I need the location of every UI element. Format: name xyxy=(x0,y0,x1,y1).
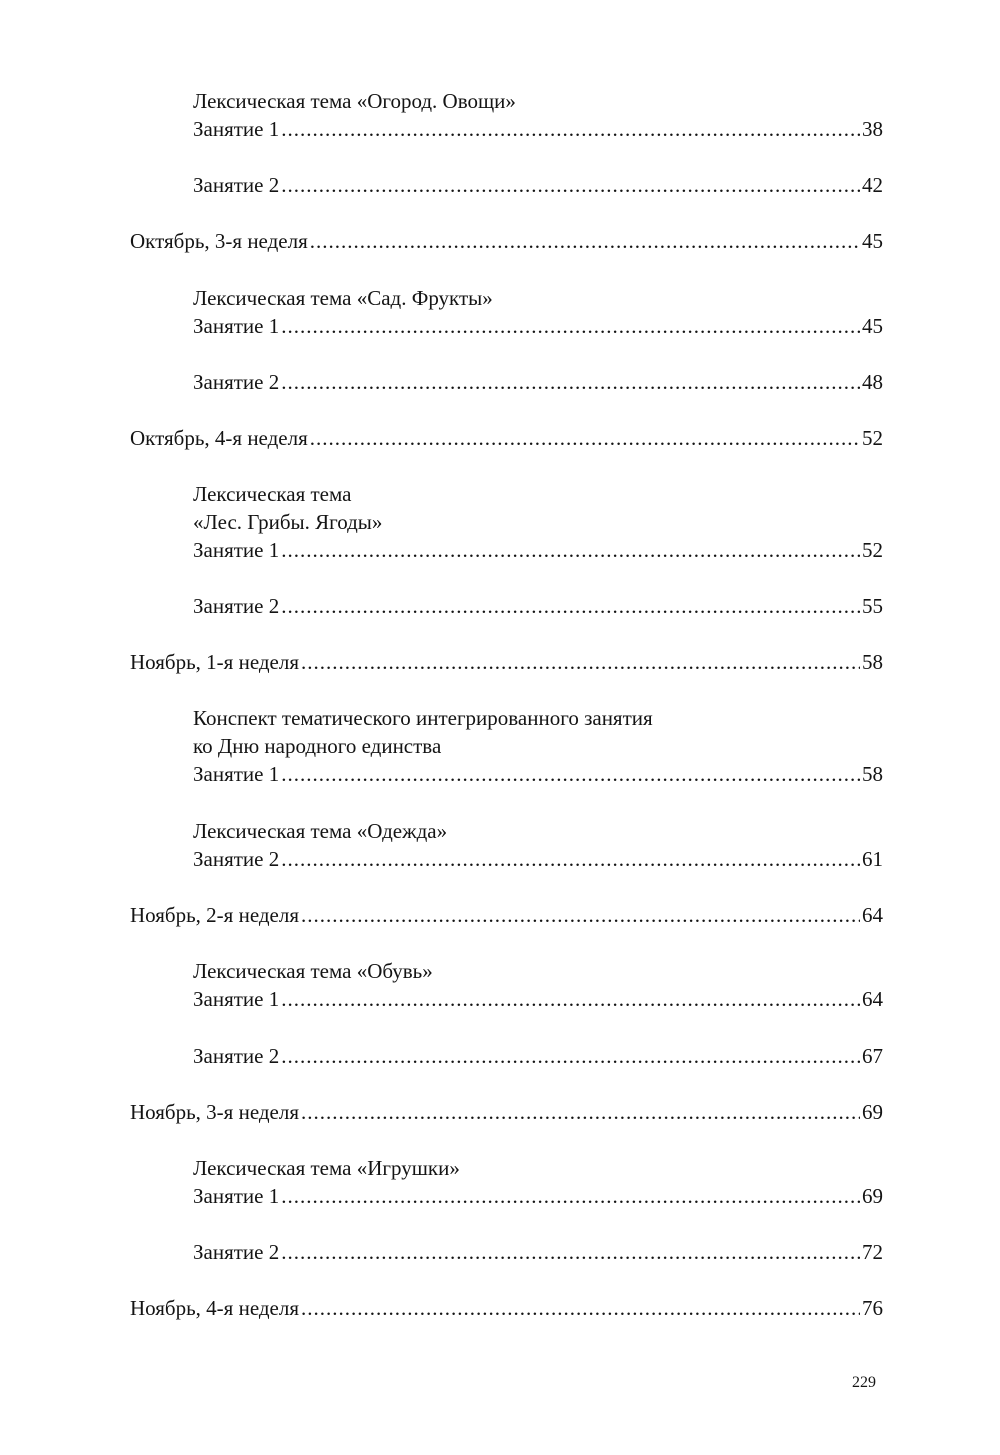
toc-entry-page: 67 xyxy=(862,1044,883,1068)
toc-entry-week[interactable] xyxy=(130,226,883,256)
toc-theme-heading: Лексическая тема «Обувь» xyxy=(193,959,433,983)
dot-leader xyxy=(301,1293,860,1323)
dot-leader xyxy=(281,1181,860,1211)
toc-entry-page: 61 xyxy=(862,847,883,871)
dot-leader xyxy=(281,844,860,874)
toc-theme-heading: Конспект тематического интегрированного занятия xyxy=(193,706,653,730)
toc-entry-lesson[interactable] xyxy=(193,535,883,565)
toc-entry-week[interactable] xyxy=(130,423,883,453)
toc-entry-page: 64 xyxy=(862,903,883,927)
toc-entry-label: Занятие 1 xyxy=(193,538,280,562)
toc-entry-week[interactable] xyxy=(130,647,883,677)
toc-theme-heading: ко Дню народного единства xyxy=(193,734,442,758)
toc-entry-lesson[interactable] xyxy=(193,114,883,144)
toc-entry-page: 55 xyxy=(862,594,883,618)
dot-leader xyxy=(281,311,860,341)
toc-entry-page: 52 xyxy=(862,426,883,450)
dot-leader xyxy=(281,1237,860,1267)
toc-entry-label: Ноябрь, 4-я неделя xyxy=(130,1296,300,1320)
toc-entry-page: 69 xyxy=(862,1100,883,1124)
dot-leader xyxy=(281,535,860,565)
toc-entry-page: 38 xyxy=(862,117,883,141)
toc-entry-label: Занятие 1 xyxy=(193,314,280,338)
dot-leader xyxy=(310,423,860,453)
toc-entry-lesson[interactable] xyxy=(193,1181,883,1211)
toc-entry-label: Занятие 2 xyxy=(193,370,280,394)
toc-entry-page: 52 xyxy=(862,538,883,562)
toc-entry-page: 64 xyxy=(862,987,883,1011)
toc-entry-label: Занятие 2 xyxy=(193,1044,280,1068)
toc-entry-page: 45 xyxy=(862,314,883,338)
dot-leader xyxy=(301,1097,860,1127)
toc-theme-heading: «Лес. Грибы. Ягоды» xyxy=(193,510,383,534)
toc-entry-lesson[interactable] xyxy=(193,367,883,397)
toc-entry-lesson[interactable] xyxy=(193,591,883,621)
toc-entry-label: Октябрь, 4-я неделя xyxy=(130,426,308,450)
toc-entry-page: 69 xyxy=(862,1184,883,1208)
toc-entry-lesson[interactable] xyxy=(193,170,883,200)
toc-theme-heading: Лексическая тема «Одежда» xyxy=(193,819,448,843)
toc-entry-page: 76 xyxy=(862,1296,883,1320)
dot-leader xyxy=(281,170,860,200)
dot-leader xyxy=(281,367,860,397)
toc-theme-heading: Лексическая тема «Огород. Овощи» xyxy=(193,89,516,113)
dot-leader xyxy=(281,984,860,1014)
toc-entry-label: Занятие 1 xyxy=(193,762,280,786)
page-number: 229 xyxy=(852,1374,876,1391)
toc-entry-label: Занятие 2 xyxy=(193,1240,280,1264)
toc-entry-week[interactable] xyxy=(130,1293,883,1323)
toc-theme-heading: Лексическая тема «Сад. Фрукты» xyxy=(193,286,493,310)
toc-entry-label: Ноябрь, 2-я неделя xyxy=(130,903,300,927)
toc-theme-heading: Лексическая тема «Игрушки» xyxy=(193,1156,460,1180)
dot-leader xyxy=(281,759,860,789)
toc-entry-page: 42 xyxy=(862,173,883,197)
toc-entry-lesson[interactable] xyxy=(193,984,883,1014)
toc-entry-page: 72 xyxy=(862,1240,883,1264)
toc-entry-week[interactable] xyxy=(130,1097,883,1127)
toc-entry-label: Занятие 2 xyxy=(193,173,280,197)
toc-entry-lesson[interactable] xyxy=(193,311,883,341)
toc-entry-label: Занятие 1 xyxy=(193,117,280,141)
toc-theme-heading: Лексическая тема xyxy=(193,482,352,506)
toc-entry-label: Ноябрь, 1-я неделя xyxy=(130,650,300,674)
dot-leader xyxy=(301,647,860,677)
toc-entry-page: 58 xyxy=(862,762,883,786)
toc-entry-week[interactable] xyxy=(130,900,883,930)
toc-entry-label: Занятие 1 xyxy=(193,1184,280,1208)
toc-entry-page: 48 xyxy=(862,370,883,394)
toc-entry-page: 58 xyxy=(862,650,883,674)
toc-entry-page: 45 xyxy=(862,229,883,253)
toc-entry-lesson[interactable] xyxy=(193,1237,883,1267)
dot-leader xyxy=(310,226,860,256)
toc-entry-label: Занятие 2 xyxy=(193,594,280,618)
toc-entry-label: Занятие 1 xyxy=(193,987,280,1011)
dot-leader xyxy=(281,114,860,144)
toc-entry-lesson[interactable] xyxy=(193,1041,883,1071)
dot-leader xyxy=(281,1041,860,1071)
dot-leader xyxy=(301,900,860,930)
toc-entry-lesson[interactable] xyxy=(193,759,883,789)
toc-entry-label: Октябрь, 3-я неделя xyxy=(130,229,308,253)
toc-entry-lesson[interactable] xyxy=(193,844,883,874)
toc-entry-label: Занятие 2 xyxy=(193,847,280,871)
toc-entry-label: Ноябрь, 3-я неделя xyxy=(130,1100,300,1124)
dot-leader xyxy=(281,591,860,621)
